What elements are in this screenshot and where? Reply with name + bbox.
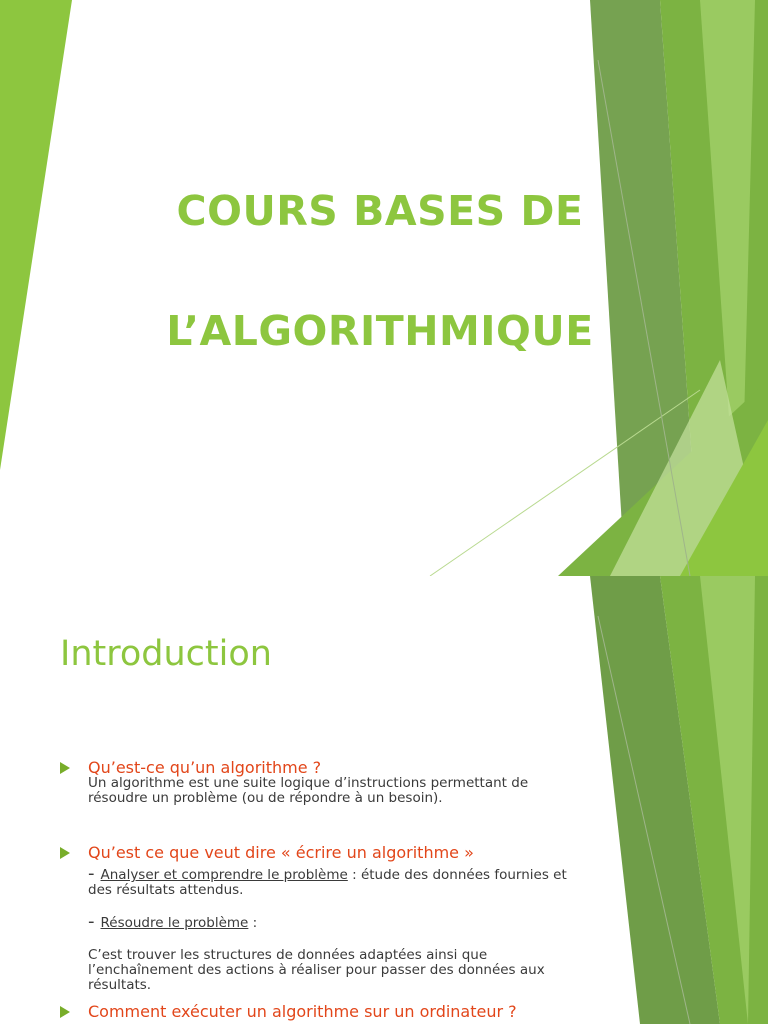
question-heading: Qu’est-ce qu’un algorithme ?: [88, 758, 322, 777]
list-subitem: [88, 863, 588, 898]
dash-marker: -: [88, 863, 95, 884]
introduction-slide: [0, 576, 768, 1024]
bullet-arrow-icon: [60, 847, 70, 859]
list-subitem: [88, 911, 588, 932]
subitem-label: Résoudre le problème: [100, 915, 249, 931]
bullet-arrow-icon: [60, 1006, 70, 1018]
question-heading: Comment exécuter un algorithme sur un ordinateur ?: [88, 1002, 517, 1021]
subitem-text: : étude des données fournies et des résultats attendus.: [88, 867, 567, 898]
list-item: [60, 1004, 580, 1020]
subitem-text: :: [248, 915, 258, 931]
list-item: [60, 760, 580, 806]
answer-text: Un algorithme est une suite logique d’instructions permettant de résoudre un problème (ou de répondre à un besoin).: [88, 775, 529, 806]
list-item: [60, 845, 580, 861]
question-heading: Qu’est ce que veut dire « écrire un algorithme »: [88, 843, 474, 862]
slide-title-line2: L’ALGORITHMIQUE: [166, 307, 594, 355]
slide-title-line1: COURS BASES DE: [176, 187, 584, 235]
page-title: Introduction: [60, 634, 272, 674]
dash-marker: -: [88, 911, 95, 932]
paragraph-text: C’est trouver les structures de données adaptées ainsi que l’enchaînement des actions à réaliser pour passer des données aux résultats.: [88, 947, 545, 993]
bullet-arrow-icon: [60, 762, 70, 774]
subitem-label: Analyser et comprendre le problème: [100, 867, 348, 883]
